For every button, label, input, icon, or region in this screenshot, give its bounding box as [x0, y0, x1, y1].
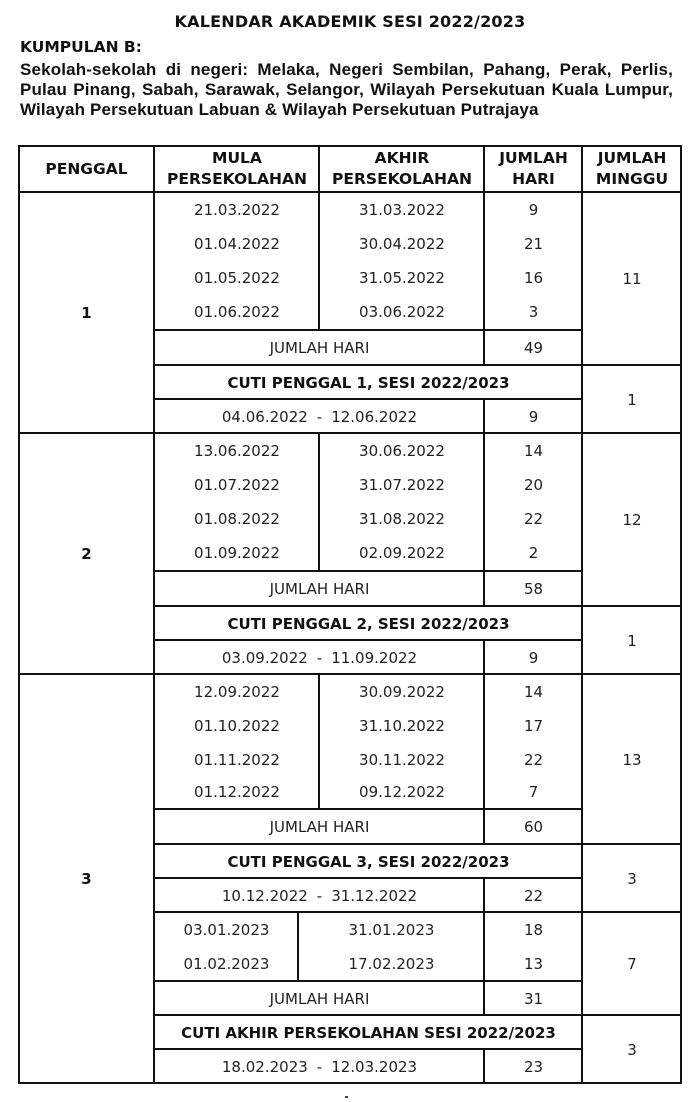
row-start-date: 01.02.2023: [183, 955, 270, 973]
row-days: 14: [523, 442, 544, 460]
col-header-jumlah-minggu: JUMLAH MINGGU: [595, 149, 669, 188]
holiday-days: 9: [528, 407, 539, 426]
row-days: 22: [523, 510, 544, 528]
holiday-date-range: 03.09.2022 - 11.09.2022: [221, 648, 418, 667]
col-header-penggal: PENGGAL: [45, 159, 128, 178]
row-days: 22: [523, 751, 544, 769]
row-days: 9: [528, 201, 539, 219]
row-end-date: 03.06.2022: [359, 303, 445, 321]
total-days-label: JUMLAH HARI: [269, 818, 370, 836]
term-number: 3: [81, 870, 92, 888]
term-weeks: 11: [622, 270, 642, 288]
holiday-weeks: 3: [627, 869, 637, 888]
row-days: 20: [523, 476, 544, 494]
row-days: 2: [528, 544, 539, 562]
row-start-date: 12.09.2022: [194, 683, 280, 701]
holiday-title: CUTI AKHIR PERSEKOLAHAN SESI 2022/2023: [181, 1023, 556, 1042]
holiday-title: CUTI PENGGAL 2, SESI 2022/2023: [227, 614, 510, 633]
col-header-mula: MULA PERSEKOLAHAN: [167, 149, 307, 188]
row-end-date: 30.04.2022: [359, 235, 445, 253]
row-days: 14: [523, 683, 544, 701]
holiday-weeks: 3: [627, 1040, 637, 1059]
term-weeks: 7: [627, 955, 637, 973]
row-end-date: 31.08.2022: [359, 510, 445, 528]
holiday-date-range: 10.12.2022 - 31.12.2022: [221, 886, 418, 905]
row-start-date: 21.03.2022: [194, 201, 280, 219]
row-end-date: 02.09.2022: [359, 544, 445, 562]
term-weeks: 12: [622, 511, 642, 529]
col-header-akhir: AKHIR PERSEKOLAHAN: [332, 149, 472, 188]
row-end-date: 31.05.2022: [359, 269, 445, 287]
row-start-date: 01.11.2022: [194, 751, 280, 769]
row-end-date: 09.12.2022: [359, 783, 445, 801]
holiday-title: CUTI PENGGAL 1, SESI 2022/2023: [227, 373, 510, 392]
row-start-date: 01.09.2022: [194, 544, 280, 562]
row-start-date: 01.04.2022: [194, 235, 280, 253]
row-end-date: 31.10.2022: [359, 717, 445, 735]
total-days-label: JUMLAH HARI: [269, 580, 370, 598]
total-days-label: JUMLAH HARI: [269, 339, 370, 357]
row-days: 16: [523, 269, 544, 287]
row-end-date: 31.07.2022: [359, 476, 445, 494]
total-days-value: 60: [523, 818, 544, 836]
holiday-days: 22: [523, 886, 544, 905]
row-end-date: 30.11.2022: [359, 751, 445, 769]
row-days: 18: [523, 921, 544, 939]
row-days: 13: [523, 955, 544, 973]
states-description: Sekolah-sekolah di negeri: Melaka, Negeri Sembilan, Pahang, Perak, Perlis, Pulau Pinang, Sabah, Sarawak, Selangor, Wilayah Persekutuan Kuala Lumpur, Wilayah Persekutuan Labuan & Wilayah Persekutuan Putrajaya: [20, 60, 673, 119]
holiday-weeks: 1: [627, 631, 637, 650]
holiday-weeks: 1: [627, 390, 637, 409]
row-start-date: 01.07.2022: [194, 476, 280, 494]
row-end-date: 30.09.2022: [359, 683, 445, 701]
total-days-value: 49: [523, 339, 544, 357]
row-days: 17: [523, 717, 544, 735]
row-start-date: 03.01.2023: [183, 921, 270, 939]
holiday-days: 23: [523, 1057, 544, 1076]
holiday-days: 9: [528, 648, 539, 667]
total-days-value: 58: [523, 580, 544, 598]
holiday-title: CUTI PENGGAL 3, SESI 2022/2023: [227, 852, 510, 871]
row-days: 7: [528, 783, 539, 801]
holiday-date-range: 18.02.2023 - 12.03.2023: [221, 1057, 418, 1076]
row-end-date: 17.02.2023: [348, 955, 435, 973]
row-end-date: 31.03.2022: [359, 201, 445, 219]
row-days: 3: [528, 303, 539, 321]
row-end-date: 30.06.2022: [359, 442, 445, 460]
row-start-date: 01.05.2022: [194, 269, 280, 287]
term-number: 1: [81, 304, 92, 322]
term-number: 2: [81, 545, 92, 563]
col-header-jumlah-hari: JUMLAH HARI: [499, 149, 568, 188]
holiday-date-range: 04.06.2022 - 12.06.2022: [221, 407, 418, 426]
row-start-date: 01.10.2022: [194, 717, 280, 735]
group-label: KUMPULAN B:: [20, 38, 142, 56]
row-start-date: 13.06.2022: [194, 442, 280, 460]
term-weeks: 13: [622, 750, 642, 769]
page-mark: [345, 1096, 348, 1098]
row-start-date: 01.12.2022: [194, 783, 280, 801]
row-days: 21: [523, 235, 544, 253]
total-days-value: 31: [523, 989, 544, 1008]
row-start-date: 01.06.2022: [194, 303, 280, 321]
row-start-date: 01.08.2022: [194, 510, 280, 528]
total-days-label: JUMLAH HARI: [269, 989, 370, 1008]
row-end-date: 31.01.2023: [348, 921, 435, 939]
page-title: KALENDAR AKADEMIK SESI 2022/2023: [174, 12, 526, 31]
